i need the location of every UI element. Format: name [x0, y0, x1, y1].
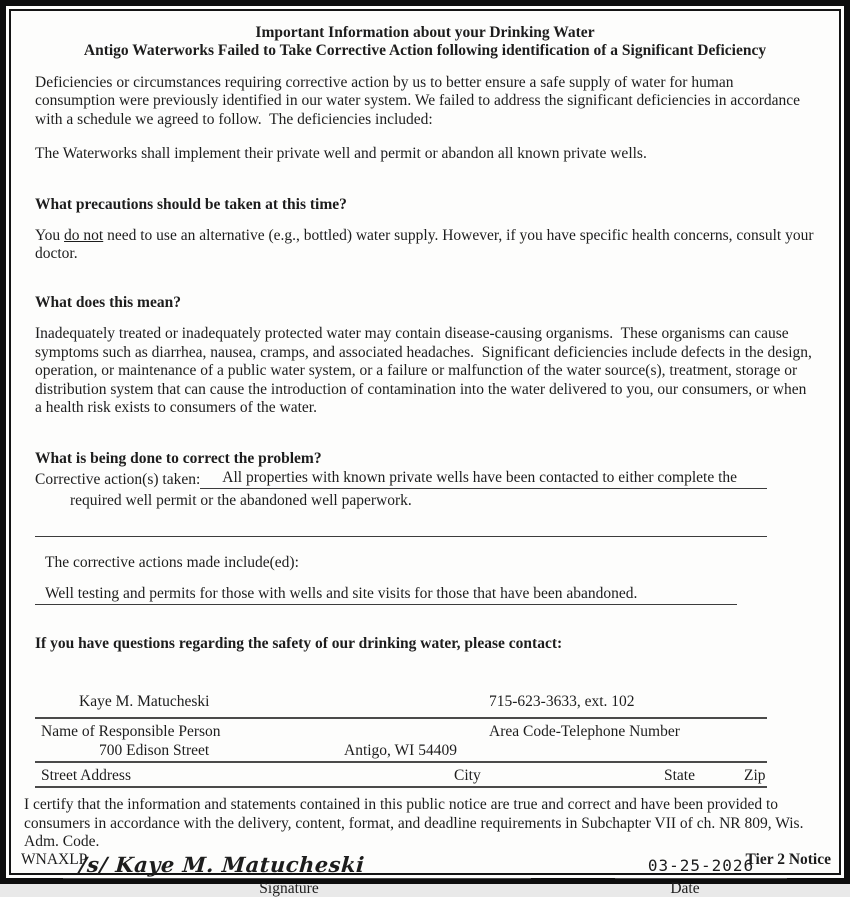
- corrective-action-blank-line: [35, 524, 767, 537]
- date-value: 03-25-2026: [647, 855, 755, 875]
- signature-value: /s/ Kaye M. Matucheski: [78, 851, 366, 877]
- deficiency-statement: The Waterworks shall implement their private well and permit or abandon all known private wells.: [35, 145, 647, 163]
- street-address-value: 700 Edison Street: [99, 742, 210, 760]
- include-label: The corrective actions made include(ed):: [45, 553, 299, 571]
- contact-address-row: [35, 742, 815, 761]
- correction-heading: What is being done to correct the problem?: [35, 450, 322, 468]
- signature-labels-row: [35, 880, 815, 897]
- city-label: City: [454, 767, 481, 785]
- signature-label: Signature: [259, 879, 319, 897]
- precautions-paragraph: [35, 226, 818, 264]
- zip-label: Zip: [744, 767, 766, 785]
- include-answer-line: Well testing and permits for those with wells and site visits for those that have been abandoned.: [35, 584, 737, 605]
- state-label: State: [664, 767, 695, 785]
- notice-header: [35, 24, 815, 60]
- contact-heading: If you have questions regarding the safety of our drinking water, please contact:: [35, 635, 563, 653]
- telephone-label: Area Code-Telephone Number: [489, 723, 680, 741]
- footer-code: WNAXLP: [21, 851, 88, 868]
- responsible-person-name: Kaye M. Matucheski: [79, 693, 210, 711]
- corrective-action-answer-line2: required well permit or the abandoned well paperwork.: [70, 492, 412, 510]
- precautions-text-underlined: do not: [64, 226, 104, 244]
- telephone-number: 715-623-3633, ext. 102: [489, 693, 635, 711]
- tier-notice-label: Tier 2 Notice: [745, 851, 831, 868]
- contact-name-labels-row: [35, 723, 815, 742]
- corrective-action-label: Corrective action(s) taken:: [35, 471, 201, 489]
- contact-address-labels-row: [35, 767, 815, 786]
- city-state-zip-value: Antigo, WI 54409: [344, 742, 457, 760]
- date-label: Date: [670, 879, 700, 897]
- responsible-person-label: Name of Responsible Person: [41, 723, 221, 741]
- precautions-heading: What precautions should be taken at this time?: [35, 195, 347, 213]
- contact-divider-3: [35, 786, 767, 788]
- precautions-text-rest: need to use an alternative (e.g., bottled) water supply. However, if you have specific health concerns, consult your doctor.: [35, 226, 818, 263]
- meaning-heading: What does this mean?: [35, 294, 181, 312]
- contact-divider-2: [35, 761, 767, 763]
- meaning-paragraph: Inadequately treated or inadequately protected water may contain disease-causing organisms. These organisms can cause symptoms such as diarrhea, nausea, cramps, and associated headaches. Significant deficiencies include defects in the design, operation, or maintenance of a public water system, or a failure or malfunction of the water source(s), treatment, storage or distribution system that can cause the introduction of contamination into the water delivered to you, our consumers, or when a health risk exists to consumers of the water.: [35, 325, 816, 417]
- contact-block: [35, 693, 815, 788]
- notice-inner-frame: [9, 9, 841, 897]
- certification-paragraph: I certify that the information and statements contained in this public notice are true and correct and have been provided to consumers in accordance with the delivery, content, format, and deadline requirements in Subchapter VII of ch. NR 809, Wis. Adm. Code.: [24, 796, 807, 851]
- contact-name-row: [35, 693, 815, 712]
- page-subtitle: Antigo Waterworks Failed to Take Corrective Action following identification of a Significant Deficiency: [83, 42, 767, 59]
- corrective-action-row: [35, 468, 815, 489]
- corrective-action-answer-line1: All properties with known private wells have been contacted to either complete the: [200, 468, 767, 489]
- street-address-label: Street Address: [41, 767, 131, 785]
- intro-paragraph: Deficiencies or circumstances requiring corrective action by us to better ensure a safe supply of water for human consumption were previously identified in our water system. We failed to address the significant deficiencies in accordance with a schedule we agreed to follow. The deficiencies included:: [35, 74, 804, 128]
- page-title: Important Information about your Drinking Water: [255, 24, 595, 41]
- contact-divider-1: [35, 717, 767, 719]
- notice-footer: [21, 851, 831, 869]
- precautions-text-prefix: You: [35, 226, 65, 244]
